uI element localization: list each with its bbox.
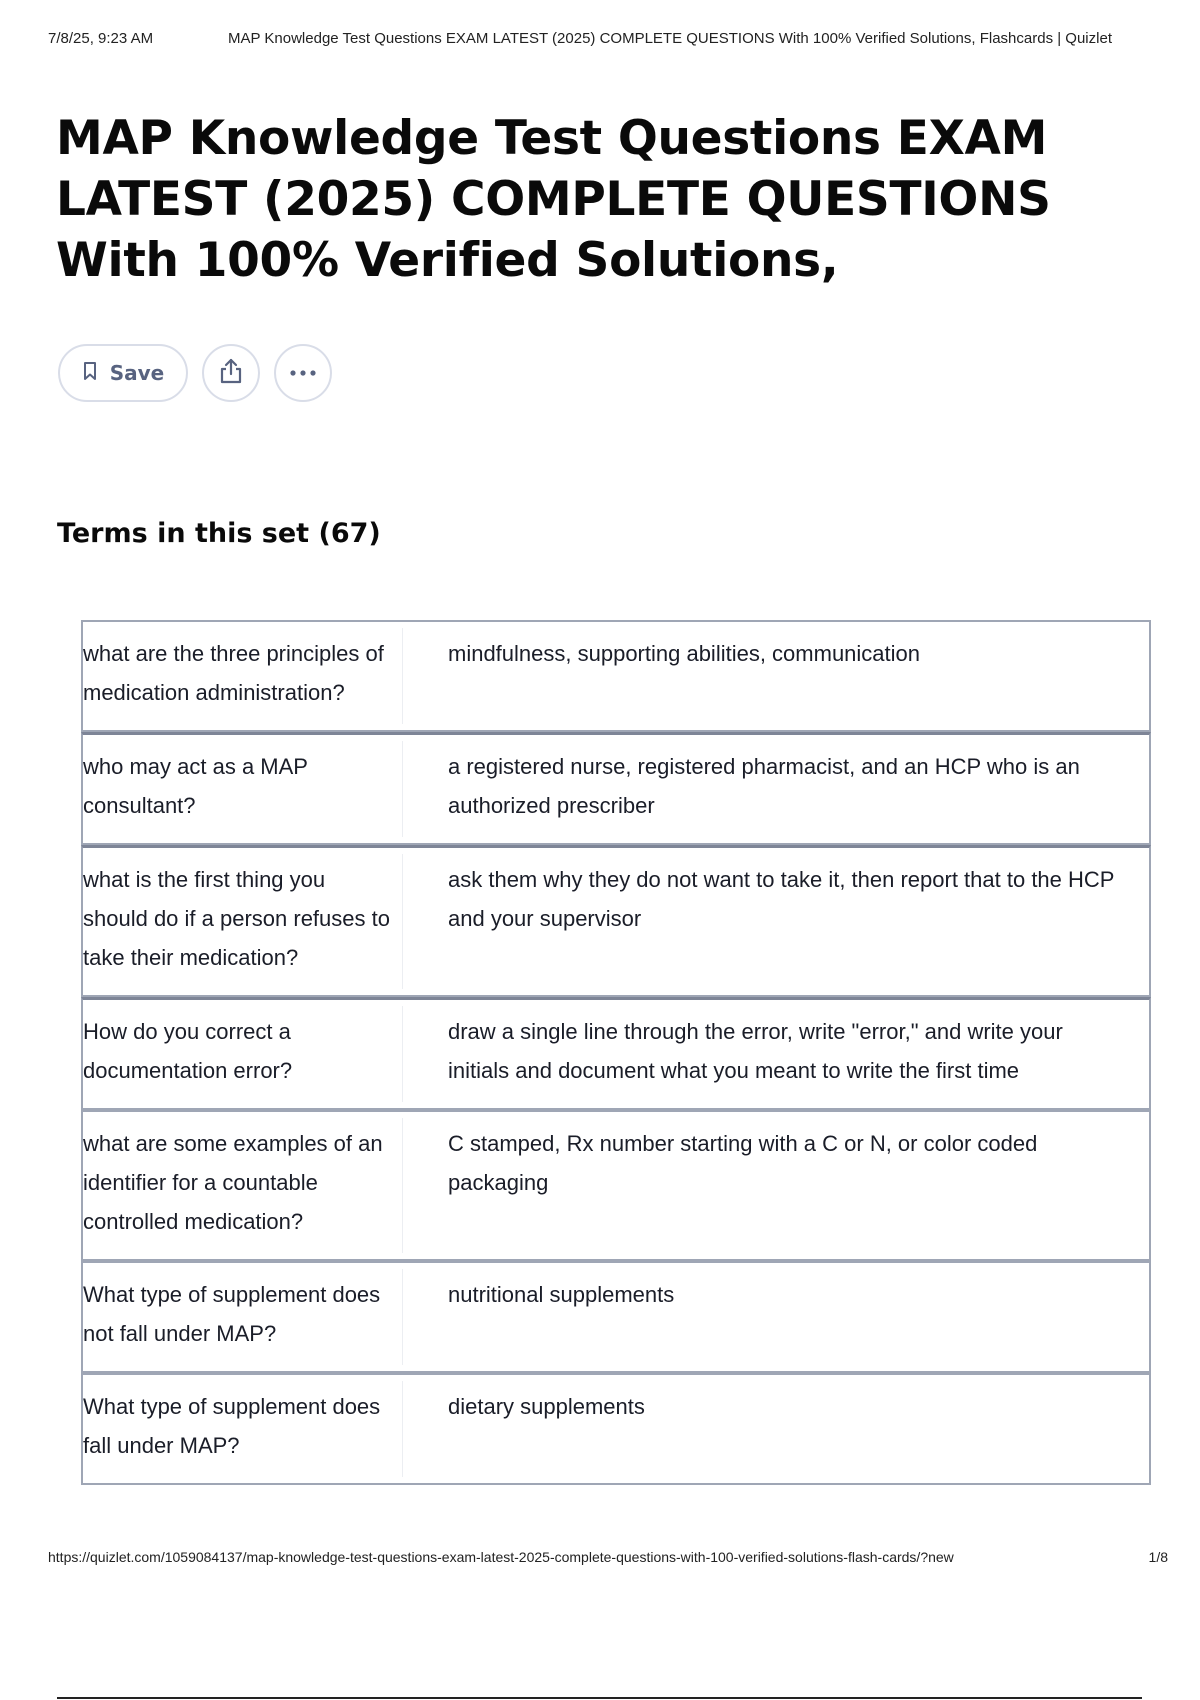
bookmark-icon (82, 361, 98, 386)
share-button[interactable] (202, 344, 260, 402)
term-text: what are the three principles of medication administration? (83, 628, 403, 724)
action-bar (58, 343, 332, 403)
term-text: What type of supplement does not fall under MAP? (83, 1269, 403, 1365)
page-url: https://quizlet.com/1059084137/map-knowledge-test-questions-exam-latest-2025-complete-questions-with-100-verified-solutions-flash-cards/?new (48, 1549, 954, 1565)
print-header (48, 30, 1176, 50)
term-text: How do you correct a documentation error? (83, 1006, 403, 1102)
more-options-icon (289, 364, 317, 382)
page-title: MAP Knowledge Test Questions EXAM LATEST (2025) COMPLETE QUESTIONS With 100% Verified Solutions, (56, 111, 1051, 288)
term-text: what is the first thing you should do if a person refuses to take their medication? (83, 854, 403, 989)
definition-text: draw a single line through the error, write "error," and write your initials and document what you meant to write the first time (448, 1019, 1063, 1083)
term-row[interactable] (81, 620, 1151, 732)
save-button[interactable] (58, 344, 188, 402)
page-number: 1/8 (1148, 1549, 1168, 1565)
term-text: What type of supplement does fall under MAP? (83, 1381, 403, 1477)
definition-text: a registered nurse, registered pharmacist, and an HCP who is an authorized prescriber (448, 754, 1080, 818)
term-text: who may act as a MAP consultant? (83, 741, 403, 837)
print-footer (48, 1549, 1176, 1565)
definition-text: C stamped, Rx number starting with a C or N, or color coded packaging (448, 1131, 1038, 1195)
term-row[interactable] (81, 1261, 1151, 1373)
term-text: what are some examples of an identifier for a countable controlled medication? (83, 1118, 403, 1253)
print-date: 7/8/25, 9:23 AM (48, 30, 154, 47)
term-row[interactable] (81, 732, 1151, 845)
terms-heading: Terms in this set (67) (57, 518, 381, 549)
more-options-button[interactable] (274, 344, 332, 402)
term-row[interactable] (81, 1373, 1151, 1485)
definition-text: ask them why they do not want to take it, then report that to the HCP and your supervisor (448, 867, 1115, 931)
terms-list (81, 620, 1151, 1487)
definition-text: nutritional supplements (448, 1282, 675, 1307)
term-row[interactable] (81, 1110, 1151, 1261)
definition-text: dietary supplements (448, 1394, 645, 1419)
page-divider (57, 1697, 1142, 1699)
save-label: Save (109, 361, 165, 385)
term-row[interactable] (81, 997, 1151, 1110)
definition-text: mindfulness, supporting abilities, communication (448, 641, 921, 666)
share-icon (218, 357, 244, 390)
print-doc-title: MAP Knowledge Test Questions EXAM LATEST (2025) COMPLETE QUESTIONS With 100% Verified Solutions, Flashcards | Quizlet (228, 30, 1112, 47)
term-row[interactable] (81, 845, 1151, 997)
